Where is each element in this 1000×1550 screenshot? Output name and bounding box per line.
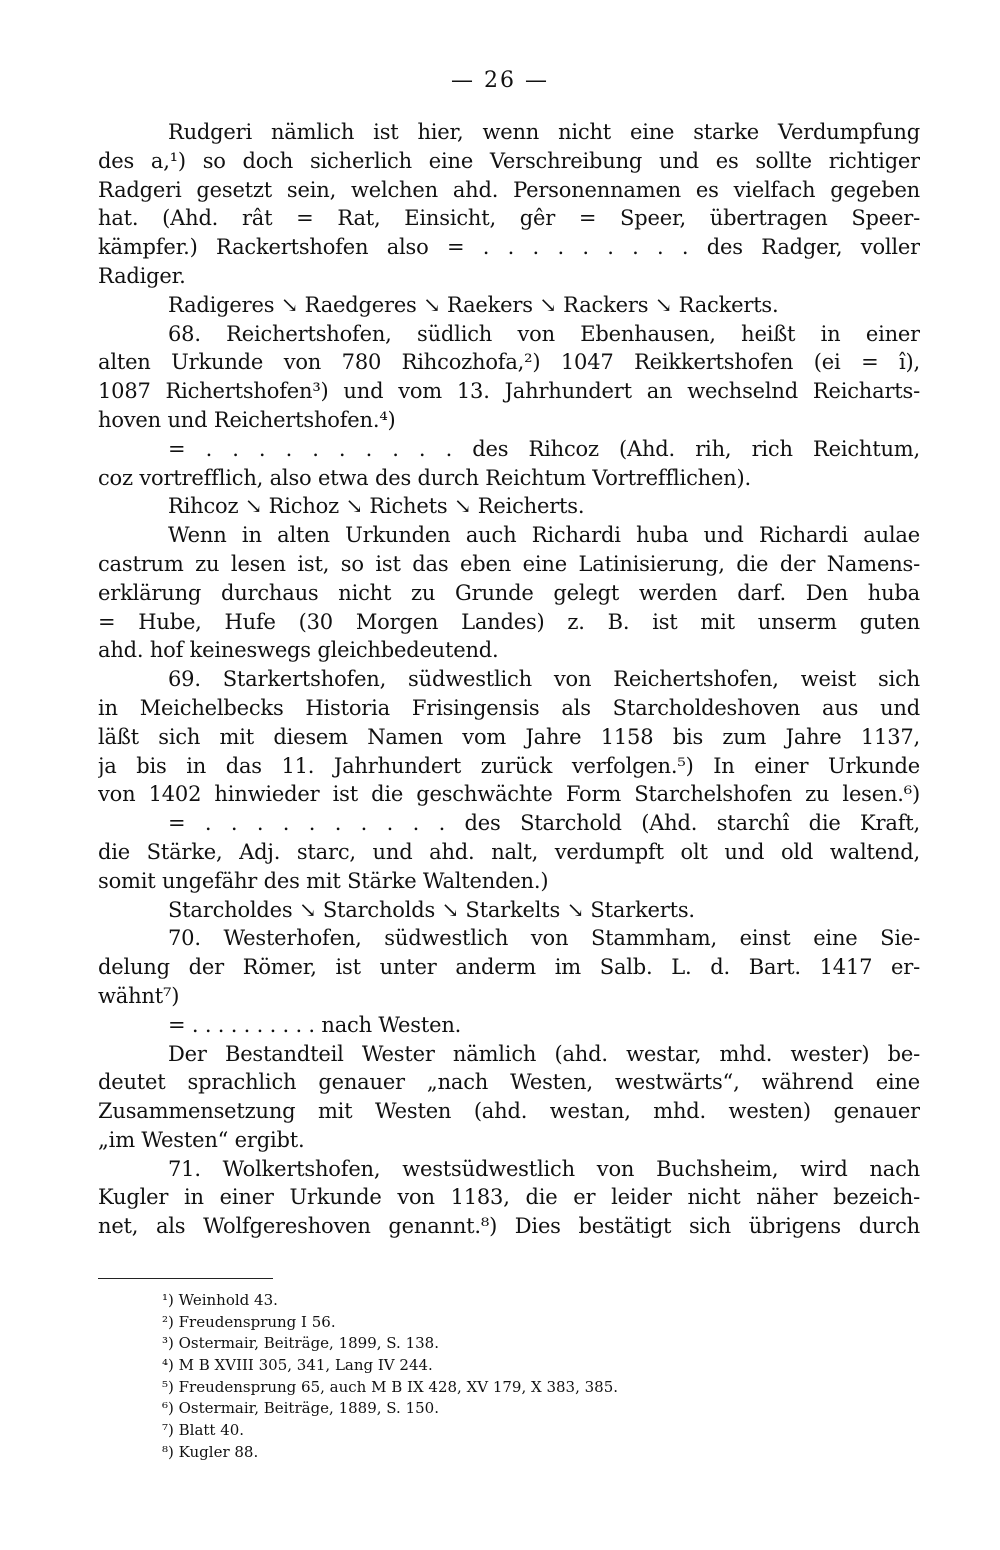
text-line: „im Westen“ ergibt. xyxy=(98,1127,305,1152)
text-line: Radigeres ↘ Raedgeres ↘ Raekers ↘ Rackers ↘ Rackerts. xyxy=(168,292,779,317)
main-text xyxy=(98,118,920,1241)
footnote: ⁸) Kugler 88. xyxy=(162,1442,259,1461)
text-line: wähnt⁷) xyxy=(98,983,180,1008)
text-line: coz vortrefflich, also etwa des durch Reichtum Vortrefflichen). xyxy=(98,465,751,490)
text-line: Radgeri gesetzt sein, welchen ahd. Personennamen es vielfach gegeben xyxy=(98,177,920,202)
text-line: = . . . . . . . . . . des Starchold (Ahd. starchî die Kraft, xyxy=(168,811,920,836)
footnote: ⁴) M B XVIII 305, 341, Lang IV 244. xyxy=(162,1356,433,1375)
text-line: die Stärke, Adj. starc, und ahd. nalt, verdumpft olt und old waltend, xyxy=(98,839,920,864)
text-line: Radiger. xyxy=(98,263,186,288)
text-line: Kugler in einer Urkunde von 1183, die er leider nicht näher bezeich- xyxy=(98,1185,920,1210)
text-line: 68. Reichertshofen, südlich von Ebenhausen, heißt in einer xyxy=(168,321,920,346)
footnote-separator xyxy=(98,1278,273,1279)
footnote: ⁶) Ostermair, Beiträge, 1889, S. 150. xyxy=(162,1399,439,1418)
text-line: ja bis in das 11. Jahrhundert zurück verfolgen.⁵) In einer Urkunde xyxy=(98,753,920,778)
text-line: 71. Wolkertshofen, westsüdwestlich von Buchsheim, wird nach xyxy=(168,1156,920,1181)
footnotes xyxy=(162,1290,922,1464)
text-line: von 1402 hinwieder ist die geschwächte Form Starchelshofen zu lesen.⁶) xyxy=(98,782,920,807)
footnote: ²) Freudensprung I 56. xyxy=(162,1312,336,1331)
text-line: delung der Römer, ist unter anderm im Salb. L. d. Bart. 1417 er- xyxy=(98,955,920,980)
text-line: kämpfer.) Rackertshofen also = . . . . . . . . . des Radger, voller xyxy=(98,235,920,260)
text-line: Der Bestandteil Wester nämlich (ahd. westar, mhd. wester) be- xyxy=(168,1041,920,1066)
text-line: net, als Wolfgereshoven genannt.⁸) Dies bestätigt sich übrigens durch xyxy=(98,1214,920,1239)
text-line: alten Urkunde von 780 Rihcozhofa,²) 1047 Reikkertshofen (ei = î), xyxy=(98,350,920,375)
footnote: ⁷) Blatt 40. xyxy=(162,1421,245,1440)
text-line: castrum zu lesen ist, so ist das eben eine Latinisierung, die der Namens- xyxy=(98,551,920,576)
footnote: ⁵) Freudensprung 65, auch M B IX 428, XV 179, X 383, 385. xyxy=(162,1377,619,1396)
text-line: 69. Starkertshofen, südwestlich von Reichertshofen, weist sich xyxy=(168,667,920,692)
text-line: ahd. hof keineswegs gleichbedeutend. xyxy=(98,638,499,663)
text-line: hoven und Reichertshofen.⁴) xyxy=(98,407,396,432)
text-line: Wenn in alten Urkunden auch Richardi huba und Richardi aulae xyxy=(168,523,920,548)
page-number: — 26 — xyxy=(451,68,549,93)
footnote: ³) Ostermair, Beiträge, 1899, S. 138. xyxy=(162,1334,439,1353)
footnote: ¹) Weinhold 43. xyxy=(162,1291,278,1309)
text-line: des a,¹) so doch sicherlich eine Verschreibung und es sollte richtiger xyxy=(98,148,920,173)
text-line: = Hube, Hufe (30 Morgen Landes) z. B. ist mit unserm guten xyxy=(98,609,920,634)
text-line: in Meichelbecks Historia Frisingensis als Starcholdeshoven aus und xyxy=(98,695,920,720)
text-line: Starcholdes ↘ Starcholds ↘ Starkelts ↘ Starkerts. xyxy=(168,897,695,922)
text-line: = . . . . . . . . . . des Rihcoz (Ahd. rih, rich Reichtum, xyxy=(168,436,920,461)
text-line: läßt sich mit diesem Namen vom Jahre 1158 bis zum Jahre 1137, xyxy=(98,724,920,749)
text-line: Rudgeri nämlich ist hier, wenn nicht eine starke Verdumpfung xyxy=(168,120,920,144)
text-line: Zusammensetzung mit Westen (ahd. westan, mhd. westen) genauer xyxy=(98,1099,920,1124)
text-line: erklärung durchaus nicht zu Grunde gelegt werden darf. Den huba xyxy=(98,580,920,605)
text-line: hat. (Ahd. rât = Rat, Einsicht, gêr = Speer, übertragen Speer- xyxy=(98,206,920,231)
text-line: somit ungefähr des mit Stärke Waltenden.) xyxy=(98,868,549,893)
text-line: deutet sprachlich genauer „nach Westen, westwärts“, während eine xyxy=(98,1070,920,1095)
text-line: 1087 Richertshofen³) und vom 13. Jahrhundert an wechselnd Reicharts- xyxy=(98,379,920,404)
text-line: Rihcoz ↘ Richoz ↘ Richets ↘ Reicherts. xyxy=(168,494,585,519)
text-line: = . . . . . . . . . . nach Westen. xyxy=(168,1012,462,1037)
text-line: 70. Westerhofen, südwestlich von Stammham, einst eine Sie- xyxy=(168,926,920,951)
